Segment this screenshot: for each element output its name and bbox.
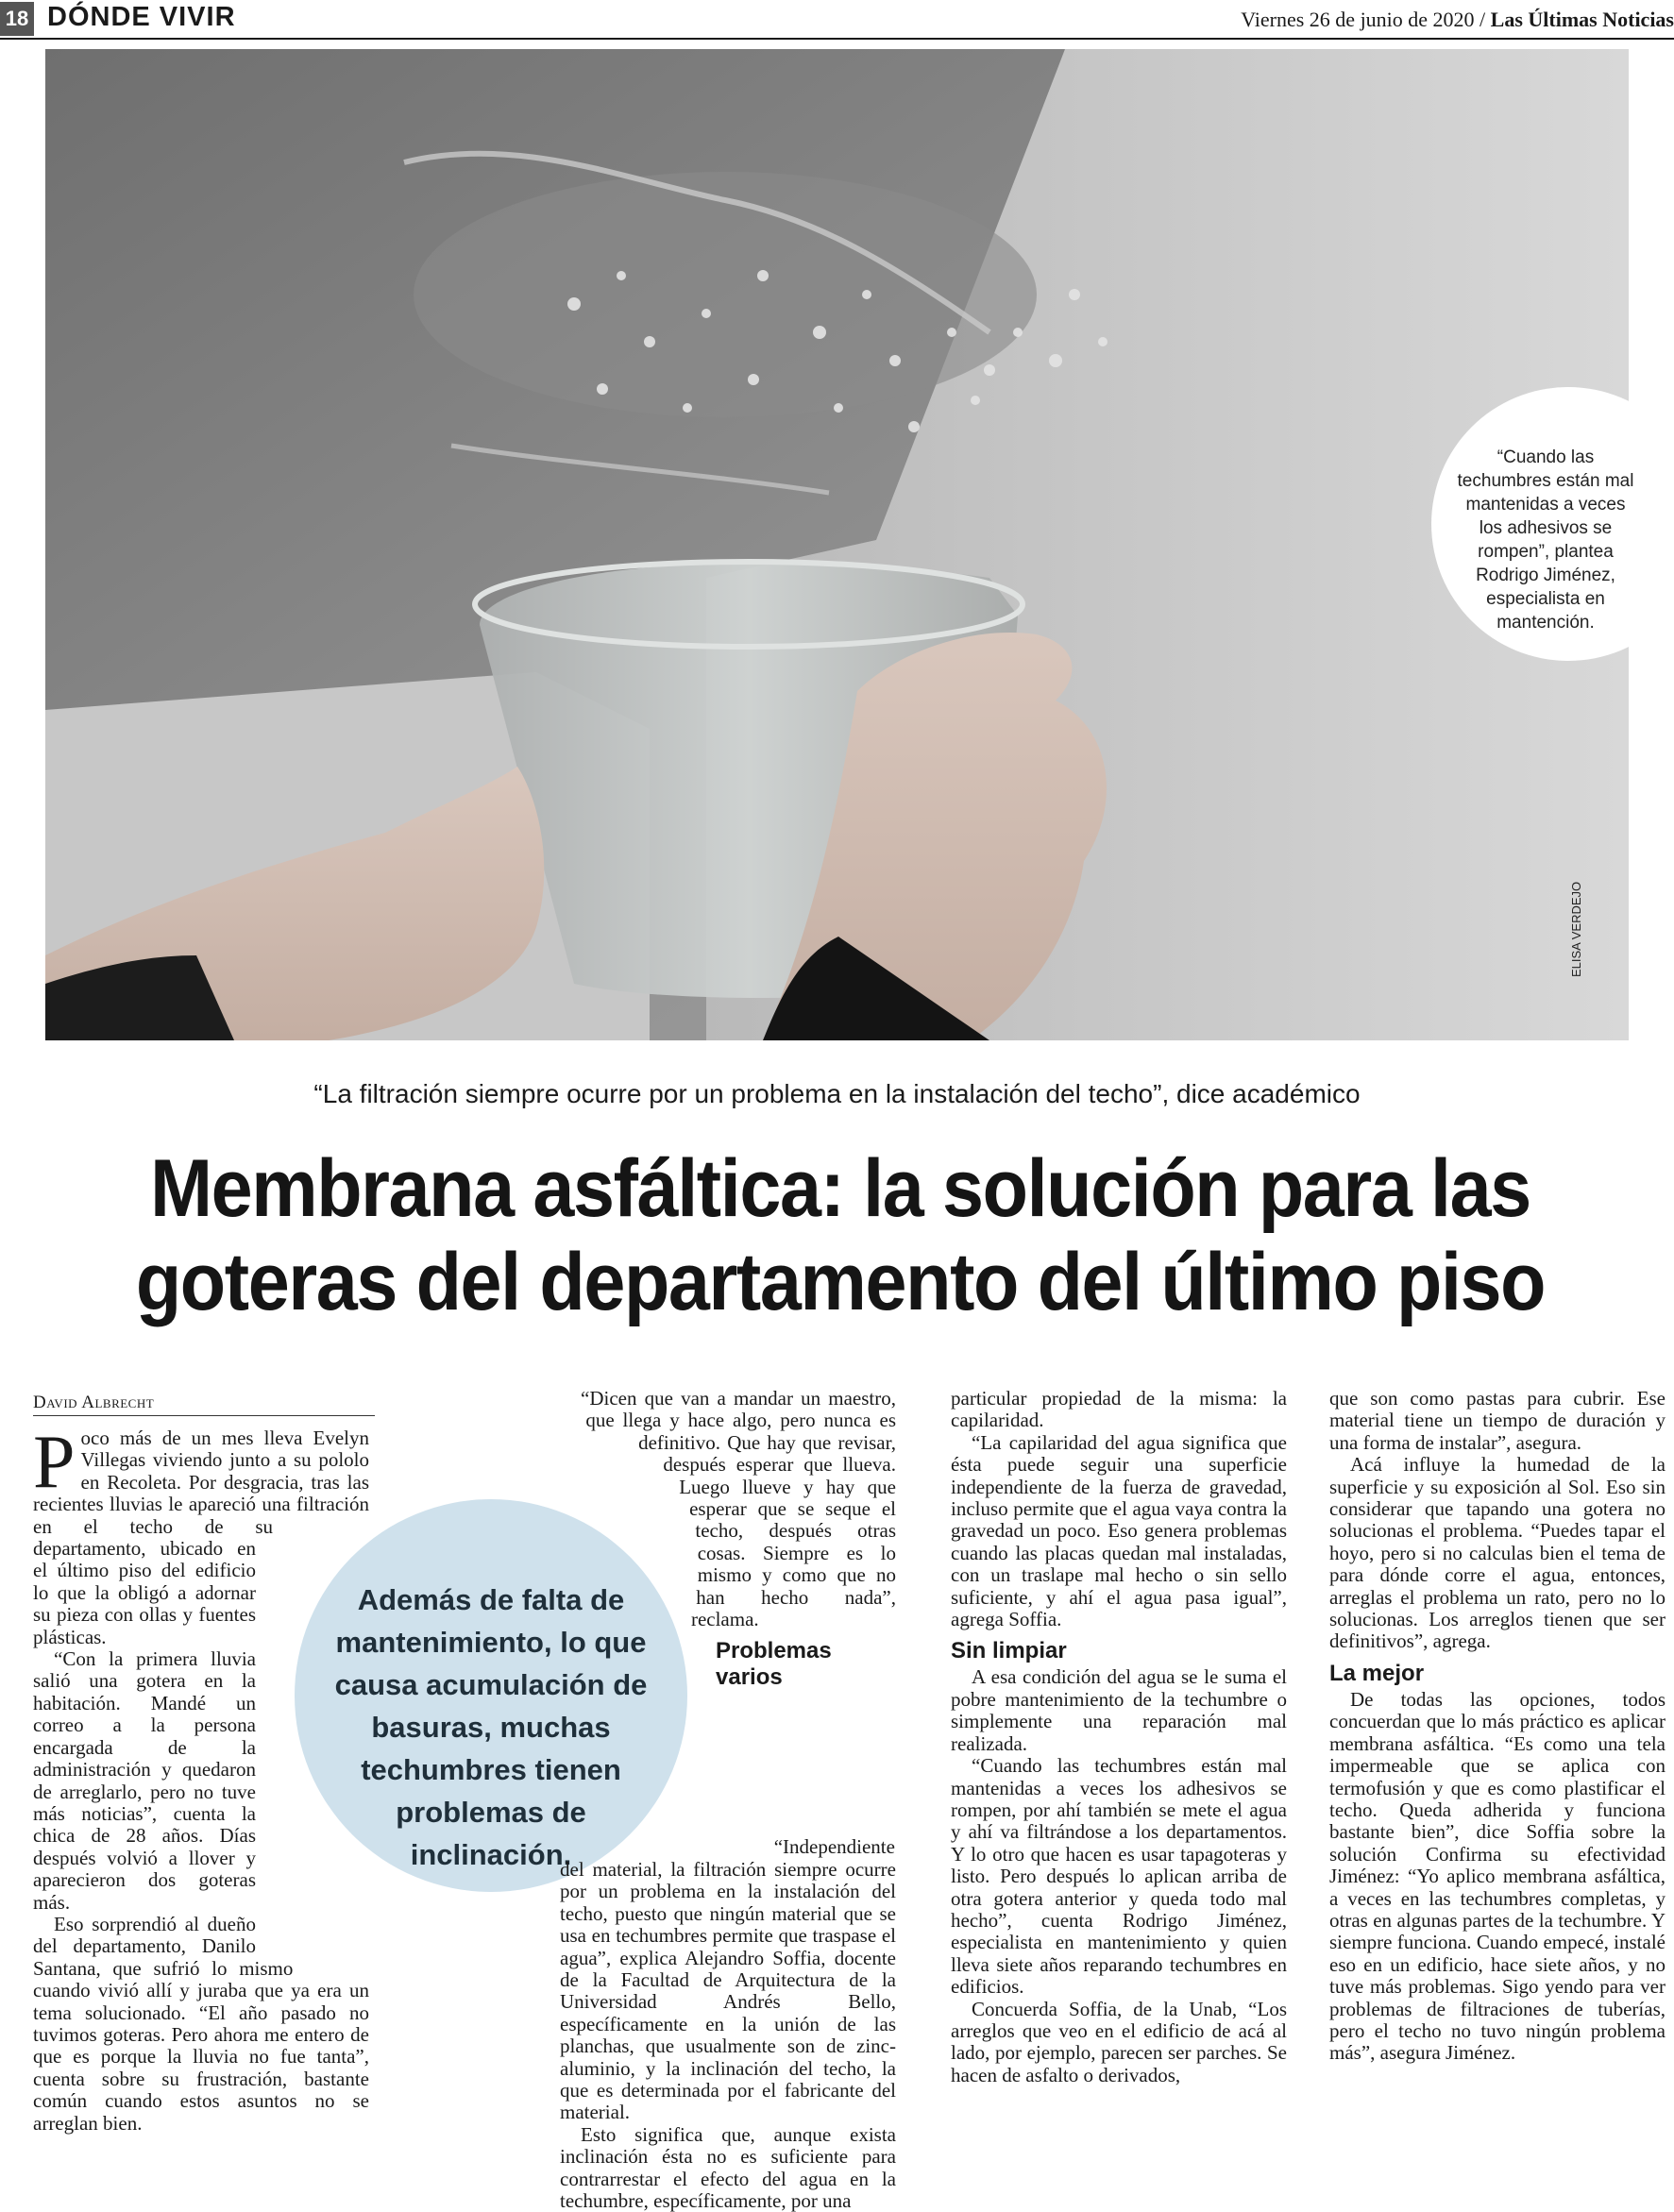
kicker: “La filtración siempre ocurre por un problema en la instalación del techo”, dice académico — [313, 1079, 1361, 1108]
column-3 — [951, 1388, 1287, 2086]
drop-cap: P — [33, 1421, 76, 1504]
column-3-paragraph-4: “Cuando las techumbres están mal mantenidas a veces los adhesivos se rompen, por ahí también se mete el agua y ahí va filtrándose a los departamentos. Y lo otro que hacen es usar tapagoteras y listo. Pero después lo aplican arriba de otra gotera anterior y queda todo mal hecho”, cuenta Rodrigo Jiménez, especialista en mantenimiento y quien lleva siete años reparando techumbres en edificios. — [951, 1754, 1287, 1999]
column-3-paragraph-5: Concuerda Soffia, de la Unab, “Los arreglos que veo en el edificio de acá al lado, por ejemplo, parecen ser parches. Se hacen de asfalto o derivados, — [951, 1997, 1287, 2086]
byline — [33, 1393, 375, 1416]
photo-credit: ELISA VERDEJO — [1569, 881, 1583, 977]
issue-date: Viernes 26 de junio de 2020 / — [1241, 8, 1486, 31]
column-3-paragraph-1: particular propiedad de la misma: la capilaridad. — [951, 1387, 1287, 1432]
column-1-paragraph-1-text: oco más de un mes lleva Evelyn Villegas viviendo junto a su pololo en Recoleta. Por desgracia, tras las recientes lluvias le apareció una filtración en el techo de su departamento, ubicado en el último piso del edificio lo que la obligó a adornar su pieza con ollas y fuentes plásticas. — [33, 1427, 369, 1648]
author-name: David Albrecht — [33, 1393, 155, 1412]
column-4-subhead: La mejor — [1329, 1660, 1425, 1686]
column-3-subhead: Sin limpiar — [951, 1638, 1067, 1664]
column-2 — [560, 1388, 896, 2212]
headline-line-1: Membrana asfáltica: la solución para las — [150, 1143, 1530, 1234]
header-rule — [0, 38, 1674, 40]
article-photo — [45, 49, 1629, 1040]
column-1 — [33, 1421, 369, 2135]
column-4-paragraph-1: que son como pastas para cubrir. Ese material tiene un tiempo de duración y una forma de instalar”, asegura. — [1329, 1387, 1666, 1454]
column-4 — [1329, 1388, 1666, 2065]
column-3-paragraph-2: “La capilaridad del agua significa que ésta puede seguir una superficie independiente de la fuerza de gravedad, incluso permite que el agua vaya contra la gravedad un poco. Eso genera problemas cuando las placas quedan mal instaladas, con un traslape mal hecho o sin sello suficiente, y ahí el agua pasa igual”, agrega Soffia. — [951, 1430, 1287, 1631]
column-1-paragraph-2: “Con la primera lluvia salió una gotera en la habitación. Mandé un correo a la persona encargada de la administración y quedaron de arreglarlo, pero no tuve más noticias”, cuenta la chica de 28 años. Días después volvió a llover y aparecieron dos goteras más. — [33, 1647, 256, 1914]
column-4-paragraph-3: De todas las opciones, todos concuerdan que lo más práctico es aplicar membrana asfáltica. “Es como una tela impermeable que se aplica con termofusión y que es como plastificar el techo. Queda adherida y funciona bastante bien”, dice Soffia sobre la solución Confirma su efectividad Jiménez: “Yo aplico membrana asfáltica, a veces en las techumbres completas, y otras en algunas partes de la techumbre. Y siempre funciona. Cuando empecé, instalé eso en un edificio, hace siete años, y no tuve más problemas. Sigo yendo para ver problemas de filtraciones de tuberías, pero el techo no tuvo ningún problema más”, asegura Jiménez. — [1329, 1687, 1666, 2065]
pull-quote: Además de falta de mantenimiento, lo que causa acumulación de basuras, muchas techumbres tienen problemas de inclinación. — [334, 1583, 648, 1871]
section-title: DÓNDE VIVIR — [47, 2, 236, 32]
photo-illustration — [45, 49, 1629, 1040]
column-2-paragraph-2: “Independiente del material, la filtración siempre ocurre por un problema en la instalación del techo, puesto que ningún material que se usa en techumbres permite que traspase el agua”, explica Alejandro Soffia, docente de la Facultad de Arquitectura de la Universidad Andrés Bello, específicamente en la unión de las planchas, que usualmente son de zinc-aluminio, y la inclinación del techo, la que es determinada por el fabricante del material. — [560, 1835, 896, 2124]
photo-quote: “Cuando las techumbres están mal mantenidas a veces los adhesivos se rompen”, plantea Rodrigo Jiménez, especialista en mantención. — [1457, 447, 1634, 633]
column-3-paragraph-3: A esa condición del agua se le suma el pobre mantenimiento de la techumbre o simplemente una reparación mal realizada. — [951, 1665, 1287, 1755]
column-2-wrap-spacer-top — [560, 1463, 711, 1747]
newspaper-name: Las Últimas Noticias — [1490, 8, 1674, 31]
headline — [110, 1142, 1570, 1329]
column-2-paragraph-1: “Dicen que van a mandar un maestro, que llega y hace algo, pero nunca es definitivo. Que hay que revisar, después esperar que llueva. Luego llueve y hay que esperar que se seque el techo, después otras cosas. Siempre es lo mismo y como que no han hecho nada”, reclama. — [581, 1387, 896, 1631]
masthead — [0, 0, 1674, 38]
issue-line — [1241, 8, 1674, 32]
column-2-subhead: Problemas varios — [716, 1638, 832, 1691]
column-1-paragraph-3: Eso sorprendió al dueño del departamento, Danilo Santana, que sufrió lo mismo cuando vivió allí y juraba que ya era un tema solucionado. “El año pasado no tuvimos goteras. Pero ahora me entero de que es porque la lluvia no fue tanta”, cuenta sobre su frustración, bastante común cuando estos asuntos no se arreglan bien. — [33, 1912, 369, 2135]
headline-line-2: goteras del departamento del último piso — [135, 1237, 1546, 1327]
page-number: 18 — [0, 2, 34, 36]
column-4-paragraph-2: Acá influye la humedad de la superficie y su exposición al Sol. Eso sin considerar que tapando una gotera no solucionas el problema. “Puedes tapar el hoyo, pero si no calculas bien el tema de para dónde corre el agua, entonces, arreglas el problema un rato, pero no lo solucionas. Los arreglos tienen que ser definitivos”, agrega. — [1329, 1453, 1666, 1653]
column-2-paragraph-3: Esto significa que, aunque exista inclinación ésta no es suficiente para contrarrestar el efecto del agua en la techumbre, específicamente, por una — [560, 2122, 896, 2212]
